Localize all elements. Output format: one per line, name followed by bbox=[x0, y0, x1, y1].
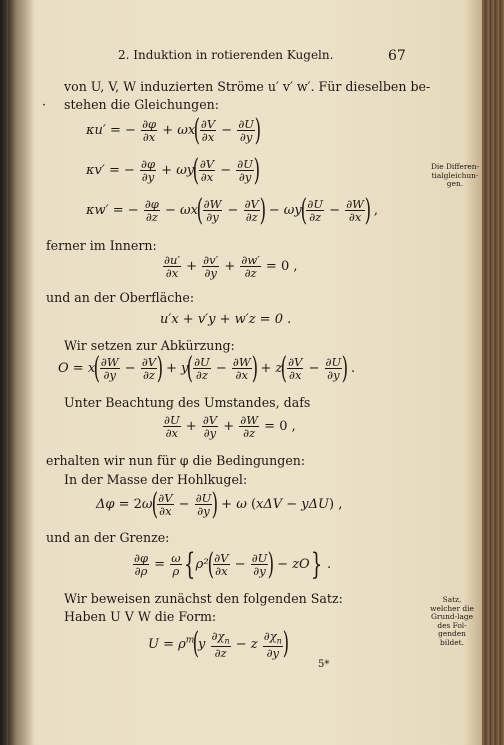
equation-8: Δφ = 2ω( $\frac{\partial V}{\partial x}$ − $\frac{\partial U}{\partial y}$ ) + ω (xΔV − yΔU) , bbox=[96, 486, 343, 522]
paragraph-grenze: und an der Grenze: bbox=[46, 530, 170, 545]
paragraph-beweisen: Wir beweisen zunächst den folgenden Satz: bbox=[64, 591, 343, 606]
equation-1: κu′ = − $\frac{\partial\varphi}{\partial x}$ + ωx( $\frac{\partial V}{\partial x}$ − $\frac{\partial U}{\partial y}$ ) bbox=[86, 112, 262, 148]
margin-note-satz: Satz, welcher die Grund-lage des Fol-genden bildet. bbox=[430, 595, 474, 647]
paragraph-haben: Haben U V W die Form: bbox=[64, 609, 217, 624]
equation-5: u′x + v′y + w′z = 0 . bbox=[160, 312, 292, 327]
equation-4: $\frac{\partial u'}{\partial x}$ + $\frac{\partial v'}{\partial y}$ + $\frac{\partial w'}{\partial z}$ = 0 , bbox=[164, 253, 298, 281]
equation-7: $\frac{\partial U}{\partial x}$ + $\frac{\partial V}{\partial y}$ + $\frac{\partial W}{\partial z}$ = 0 , bbox=[164, 413, 296, 441]
paragraph-ferner: ferner im Innern: bbox=[46, 238, 157, 253]
paragraph-erhalten: erhalten wir nun für φ die Bedingungen: bbox=[46, 453, 306, 468]
running-header: 2. Induktion in rotierenden Kugeln. bbox=[118, 48, 334, 62]
paragraph-unter: Unter Beachtung des Umstandes, dafs bbox=[64, 395, 311, 410]
equation-10: $U = \rho^m(y$ $\frac{\partial\chi_n}{\partial z}$ − z $\frac{\partial\chi_n}{\partial y}$ ) bbox=[148, 626, 289, 662]
margin-note-equations: Die Differen-tialgleichun-gen. bbox=[430, 162, 480, 189]
paragraph-abkuerzung: Wir setzen zur Abkürzung: bbox=[64, 338, 235, 353]
page-edges bbox=[482, 0, 504, 745]
signature-mark: 5* bbox=[318, 659, 330, 670]
page-number: 67 bbox=[388, 48, 406, 64]
equation-6: O = x( $\frac{\partial W}{\partial y}$ − $\frac{\partial V}{\partial z}$ ) + y( $\frac{\partial U}{\partial z}$ − $\frac{\partial W}{\partial x}$ ) + z( $\frac{\partial V}{\partial x}$ − $\frac{\partial U}{\partial y}$ ) . bbox=[58, 350, 356, 386]
paragraph-intro-line2: stehen die Gleichungen: bbox=[64, 97, 220, 112]
paragraph-oberflaeche: und an der Oberfläche: bbox=[46, 290, 195, 305]
equation-3: κw′ = − $\frac{\partial\varphi}{\partial z}$ − ωx( $\frac{\partial W}{\partial y}$ − $\frac{\partial V}{\partial z}$ ) − ωy( $\frac{\partial U}{\partial z}$ − $\frac{\partial W}{\partial x}$ ) , bbox=[86, 192, 378, 228]
page-content bbox=[36, 0, 480, 745]
paragraph-masse: In der Masse der Hohlkugel: bbox=[64, 472, 248, 487]
equation-2: κv′ = − $\frac{\partial\varphi}{\partial y}$ + ωy( $\frac{\partial V}{\partial x}$ − $\frac{\partial U}{\partial y}$ ) bbox=[86, 152, 261, 188]
paragraph-bullet: · bbox=[42, 97, 47, 112]
equation-9: $\frac{\partial\varphi}{\partial\rho}$ = $\frac{\omega}{\rho}$ {ρ²( $\frac{\partial V}{\partial x}$ − $\frac{\partial U}{\partial y}$ ) − zO} . bbox=[134, 546, 332, 582]
binding-gutter bbox=[8, 0, 34, 745]
paragraph-intro-line1: von U, V, W induzierten Ströme u′ v′ w′. Für dieselben be- bbox=[64, 79, 431, 94]
